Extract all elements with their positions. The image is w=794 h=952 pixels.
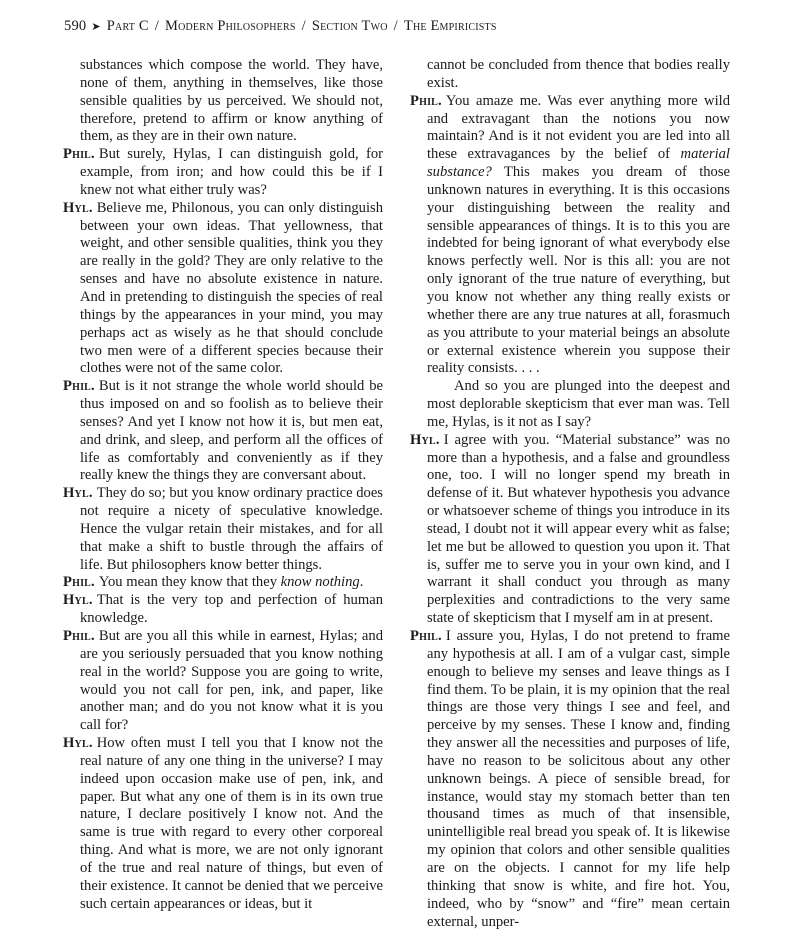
dialogue-text: That is the very top and perfection of human knowledge. xyxy=(80,592,383,627)
emphasis-text: material substance? xyxy=(427,146,730,181)
right-column xyxy=(410,57,730,931)
dialogue-entry xyxy=(63,628,383,735)
left-column xyxy=(63,57,383,914)
continued-text xyxy=(63,57,383,146)
dialogue-entry xyxy=(410,93,730,379)
dialogue-entry xyxy=(63,592,383,628)
speaker-label: Phil. xyxy=(63,628,95,644)
speaker-label: Hyl. xyxy=(63,592,93,609)
dialogue-entry xyxy=(410,432,730,628)
dialogue-entry xyxy=(63,200,383,378)
speaker-label: Phil. xyxy=(410,628,442,644)
header-subsection: The Empiricists xyxy=(403,18,497,34)
speaker-label: Phil. xyxy=(63,574,95,591)
header-section: Section Two xyxy=(311,18,388,34)
emphasis-text: know nothing xyxy=(280,574,360,591)
dialogue-text: Believe me, Philonous, you can only distinguish between your own ideas. That yellowness, that weight, and other sensible qualities, think you they are really in the gold? They are only relative to the senses and have no absolute existence in nature. And in pretending to distinguish the species of real things by the appearances in your mind, you may perhaps act as wisely as he that should conclude two men were of a different species because their clothes were not of the same color. xyxy=(80,199,383,377)
speaker-label: Hyl. xyxy=(63,199,93,216)
arrow-icon: ➤ xyxy=(91,21,101,33)
dialogue-text: They do so; but you know ordinary practice does not require a nicety of speculative knowledge. Hence the vulgar retain their mistakes, and for all that make a shift to bustle through the affairs of life. But philosophers know better things. xyxy=(80,485,383,573)
header-chapter: Modern Philosophers xyxy=(164,18,296,34)
dialogue-text: This makes you dream of those unknown natures in everything. It is this occasions your distinguishing between the reality and sensible appearances of things. It is to this you are indebted for being ignorant of what everybody else knows perfectly well. Nor is this all: you are not only ignorant of the true nature of everything, but you know not whether any thing really exists or whether there are any true natures at all, forasmuch as you attribute to your material beings an absolute or external existence wherein you suppose their reality consists. . . . xyxy=(427,164,730,377)
dialogue-text: But surely, Hylas, I can distinguish gold, for example, from iron; and how could this be if I knew not what either truly was? xyxy=(80,146,383,198)
dialogue-text: I agree with you. “Material substance” was no more than a hypothesis, and a false and groundless one, too. I will no longer spend my breath in defense of it. But whatever hypothesis you advance or whatsoever scheme of things you introduce in its stead, I doubt not it will appear every whit as false; let me but be allowed to question you upon it. That is, suffer me to serve you in your own kind, and I warrant it shall conduct you through as many perplexities and contradictions to the very same state of skepticism that I myself am in at present. xyxy=(427,431,730,627)
speaker-label: Phil. xyxy=(63,378,95,395)
dialogue-entry xyxy=(63,735,383,913)
continued-text xyxy=(410,57,730,93)
dialogue-entry xyxy=(63,574,383,592)
dialogue-text: You mean they know that they xyxy=(98,574,281,591)
speaker-label: Phil. xyxy=(410,92,442,109)
dialogue-text: But is it not strange the whole world should be thus imposed on and so foolish as to believe their senses? And yet I know not how it is, but men eat, and drink, and sleep, and perform all the offices of life as comfortably and conveniently as if they really knew the things they are conversant about. xyxy=(80,378,383,484)
paragraph-text: substances which compose the world. They have, none of them, anything in themselves, like those sensible qualities by us perceived. We should not, therefore, pretend to affirm or know anything of them, as they are in their own nature. xyxy=(80,57,383,145)
running-header xyxy=(64,18,497,35)
dialogue-text: You amaze me. Was ever anything more wild and extravagant than the notions you now maintain? And is it not evident you are led into all these extravagances by the belief of xyxy=(427,92,730,163)
speaker-label: Hyl. xyxy=(63,485,93,502)
indented-paragraph xyxy=(410,378,730,432)
dialogue-entry xyxy=(63,485,383,574)
header-separator: / xyxy=(154,18,159,34)
dialogue-entry xyxy=(410,628,730,931)
dialogue-text: . xyxy=(359,574,364,591)
header-part: Part C xyxy=(106,18,149,34)
header-separator: / xyxy=(301,18,306,34)
paragraph-text: cannot be concluded from thence that bodies really exist. xyxy=(427,57,730,91)
dialogue-text: I assure you, Hylas, I do not pretend to frame any hypothesis at all. I am of a vulgar cast, simple enough to believe my senses and leave things as I find them. To be plain, it is my opinion that the real things are those very things I see and feel, and perceive by my senses. These I know and, finding they answer all the necessities and purposes of life, have no reason to be solicitous about any other unknown beings. A piece of sensible bread, for instance, would stay my stomach better than ten thousand times as much of that insensible, unintelligible real bread you speak of. It is likewise my opinion that colors and other sensible qualities are on the objects. I cannot for my life help thinking that snow is white, and fire hot. You, indeed, who by “snow” and “fire” mean certain external, unper- xyxy=(427,628,730,930)
paragraph-text: And so you are plunged into the deepest and most deplorable skepticism that ever man was. Tell me, Hylas, is it not as I say? xyxy=(427,378,730,430)
dialogue-entry xyxy=(63,146,383,200)
dialogue-entry xyxy=(63,378,383,485)
header-separator: / xyxy=(393,18,398,34)
speaker-label: Hyl. xyxy=(410,431,440,448)
page-number: 590 xyxy=(64,18,87,34)
speaker-label: Phil. xyxy=(63,146,95,163)
speaker-label: Hyl. xyxy=(63,735,93,752)
dialogue-text: But are you all this while in earnest, Hylas; and are you seriously persuaded that you know nothing real in the world? Suppose you are going to write, would you not call for pen, ink, and paper, like another man; and do you not know what it is you call for? xyxy=(80,628,383,734)
dialogue-text: How often must I tell you that I know not the real nature of any one thing in the universe? I may indeed upon occasion make use of pen, ink, and paper. But what any one of them is in its own true nature, I declare positively I know not. And the same is true with regard to every other corporeal thing. And what is more, we are not only ignorant of the true and real nature of things, but even of their existence. It cannot be denied that we perceive such certain appearances or ideas, but it xyxy=(80,735,383,912)
